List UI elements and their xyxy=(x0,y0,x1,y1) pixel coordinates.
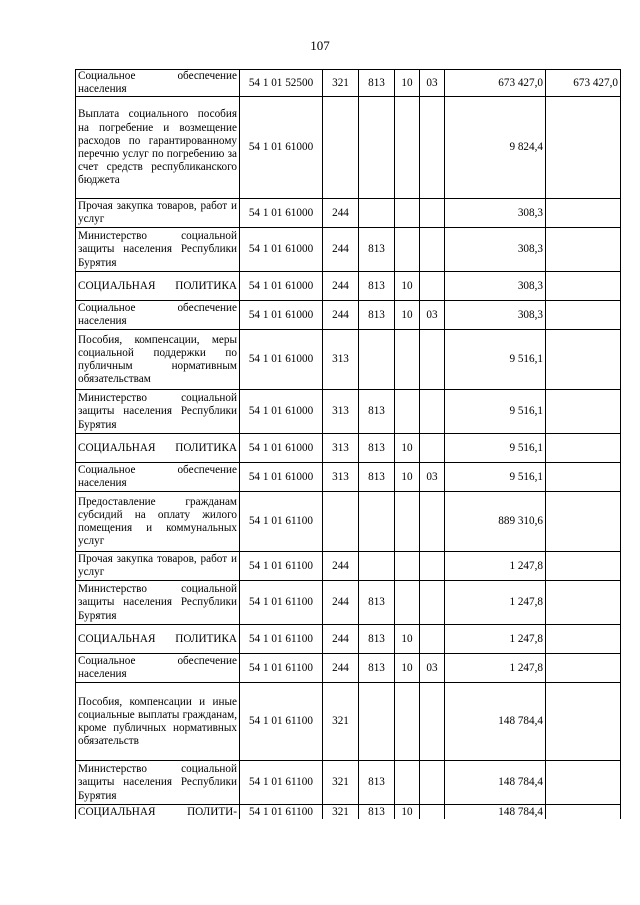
table-row xyxy=(76,199,621,228)
row-amount: 9 516,1 xyxy=(445,434,546,463)
table-row xyxy=(76,301,621,330)
row-pr xyxy=(420,552,445,581)
row-pr xyxy=(420,581,445,625)
table-row xyxy=(76,805,621,819)
row-csr: 54 1 01 61000 xyxy=(240,301,323,330)
row-rz: 10 xyxy=(395,805,420,819)
row-csr: 54 1 01 61100 xyxy=(240,805,323,819)
row-vr: 244 xyxy=(323,654,359,683)
row-csr: 54 1 01 61000 xyxy=(240,272,323,301)
row-csr: 54 1 01 61000 xyxy=(240,463,323,492)
row-vr: 313 xyxy=(323,463,359,492)
row-vr: 244 xyxy=(323,199,359,228)
row-amount: 148 784,4 xyxy=(445,761,546,805)
table-row xyxy=(76,683,621,761)
table-row xyxy=(76,228,621,272)
row-amount: 9 516,1 xyxy=(445,390,546,434)
row-pr: 03 xyxy=(420,654,445,683)
row-pr xyxy=(420,492,445,552)
row-rz xyxy=(395,581,420,625)
table-row xyxy=(76,654,621,683)
table-row xyxy=(76,272,621,301)
row-amount: 1 247,8 xyxy=(445,654,546,683)
row-amount-2 xyxy=(546,97,621,199)
row-pr xyxy=(420,199,445,228)
row-vr: 321 xyxy=(323,683,359,761)
row-csr: 54 1 01 61000 xyxy=(240,228,323,272)
row-csr: 54 1 01 61100 xyxy=(240,492,323,552)
row-grbs: 813 xyxy=(359,390,395,434)
row-amount: 1 247,8 xyxy=(445,552,546,581)
row-pr xyxy=(420,683,445,761)
row-pr: 03 xyxy=(420,301,445,330)
row-rz xyxy=(395,97,420,199)
row-amount-2 xyxy=(546,330,621,390)
row-amount-2 xyxy=(546,581,621,625)
row-name: Министерство социальной защиты населения Республики Бурятия xyxy=(76,581,240,625)
row-name: Пособия, компенсации, меры социальной поддержки по публичным нормативным обязательствам xyxy=(76,330,240,390)
row-amount-2 xyxy=(546,552,621,581)
row-name: Выплата социального пособия на погребение и возмещение расходов по гарантированному перечню услуг по погребению за счет средств республиканского бюджета xyxy=(76,97,240,199)
row-amount-2 xyxy=(546,761,621,805)
table-row xyxy=(76,761,621,805)
row-rz: 10 xyxy=(395,654,420,683)
row-amount-2 xyxy=(546,199,621,228)
row-name: Министерство социальной защиты населения Республики Бурятия xyxy=(76,228,240,272)
row-vr: 321 xyxy=(323,805,359,819)
row-csr: 54 1 01 52500 xyxy=(240,70,323,97)
row-grbs xyxy=(359,552,395,581)
row-amount-2 xyxy=(546,272,621,301)
row-amount-2: 673 427,0 xyxy=(546,70,621,97)
row-vr: 244 xyxy=(323,272,359,301)
row-pr xyxy=(420,434,445,463)
row-csr: 54 1 01 61100 xyxy=(240,581,323,625)
row-pr xyxy=(420,625,445,654)
row-amount-2 xyxy=(546,390,621,434)
row-name: Социальное обеспечение населения xyxy=(76,463,240,492)
row-amount: 9 516,1 xyxy=(445,330,546,390)
row-rz xyxy=(395,683,420,761)
row-grbs: 813 xyxy=(359,463,395,492)
row-grbs xyxy=(359,330,395,390)
budget-table xyxy=(75,69,621,819)
row-pr xyxy=(420,228,445,272)
row-grbs: 813 xyxy=(359,301,395,330)
row-name: Прочая закупка товаров, работ и услуг xyxy=(76,552,240,581)
row-name: СОЦИАЛЬНАЯ ПОЛИТИКА xyxy=(76,434,240,463)
row-grbs: 813 xyxy=(359,761,395,805)
row-name: Пособия, компенсации и иные социальные выплаты гражданам, кроме публичных нормативных обязательств xyxy=(76,683,240,761)
row-csr: 54 1 01 61100 xyxy=(240,625,323,654)
row-grbs xyxy=(359,199,395,228)
row-vr: 313 xyxy=(323,390,359,434)
row-pr xyxy=(420,761,445,805)
row-grbs xyxy=(359,492,395,552)
row-grbs xyxy=(359,683,395,761)
row-amount: 308,3 xyxy=(445,199,546,228)
row-rz xyxy=(395,761,420,805)
row-grbs: 813 xyxy=(359,272,395,301)
row-rz xyxy=(395,199,420,228)
row-amount-2 xyxy=(546,683,621,761)
row-grbs: 813 xyxy=(359,805,395,819)
row-amount: 1 247,8 xyxy=(445,581,546,625)
row-csr: 54 1 01 61000 xyxy=(240,97,323,199)
row-rz xyxy=(395,330,420,390)
row-csr: 54 1 01 61000 xyxy=(240,390,323,434)
row-vr: 244 xyxy=(323,552,359,581)
row-pr xyxy=(420,390,445,434)
row-name: Предоставление гражданам субсидий на оплату жилого помещения и коммунальных услуг xyxy=(76,492,240,552)
row-csr: 54 1 01 61100 xyxy=(240,683,323,761)
row-pr: 03 xyxy=(420,463,445,492)
row-rz: 10 xyxy=(395,463,420,492)
row-amount-2 xyxy=(546,654,621,683)
row-amount-2 xyxy=(546,301,621,330)
row-pr xyxy=(420,330,445,390)
row-rz: 10 xyxy=(395,434,420,463)
row-csr: 54 1 01 61100 xyxy=(240,552,323,581)
row-vr xyxy=(323,97,359,199)
row-rz xyxy=(395,390,420,434)
row-vr: 244 xyxy=(323,301,359,330)
row-pr xyxy=(420,272,445,301)
table-row xyxy=(76,330,621,390)
table-row xyxy=(76,552,621,581)
row-vr: 313 xyxy=(323,330,359,390)
row-amount-2 xyxy=(546,625,621,654)
row-name: СОЦИАЛЬНАЯ ПОЛИТИКА xyxy=(76,272,240,301)
row-csr: 54 1 01 61000 xyxy=(240,199,323,228)
row-csr: 54 1 01 61100 xyxy=(240,654,323,683)
row-name: Министерство социальной защиты населения Республики Бурятия xyxy=(76,761,240,805)
row-grbs: 813 xyxy=(359,625,395,654)
row-amount: 889 310,6 xyxy=(445,492,546,552)
row-amount-2 xyxy=(546,463,621,492)
row-rz: 10 xyxy=(395,272,420,301)
row-rz: 10 xyxy=(395,625,420,654)
row-amount-2 xyxy=(546,492,621,552)
row-name: Прочая закупка товаров, работ и услуг xyxy=(76,199,240,228)
row-vr: 321 xyxy=(323,70,359,97)
row-pr xyxy=(420,97,445,199)
row-amount: 9 824,4 xyxy=(445,97,546,199)
row-name: Социальное обеспечение населения xyxy=(76,70,240,97)
row-vr: 313 xyxy=(323,434,359,463)
row-name: СОЦИАЛЬНАЯ ПОЛИТИ- xyxy=(76,805,240,819)
table-row xyxy=(76,625,621,654)
row-rz xyxy=(395,492,420,552)
row-rz xyxy=(395,228,420,272)
row-amount: 308,3 xyxy=(445,272,546,301)
row-amount: 673 427,0 xyxy=(445,70,546,97)
row-amount: 308,3 xyxy=(445,228,546,272)
row-amount: 308,3 xyxy=(445,301,546,330)
row-amount: 148 784,4 xyxy=(445,683,546,761)
row-vr: 244 xyxy=(323,228,359,272)
row-grbs xyxy=(359,97,395,199)
row-vr: 244 xyxy=(323,581,359,625)
row-vr: 321 xyxy=(323,761,359,805)
table-row xyxy=(76,97,621,199)
row-name: СОЦИАЛЬНАЯ ПОЛИТИКА xyxy=(76,625,240,654)
row-grbs: 813 xyxy=(359,228,395,272)
row-grbs: 813 xyxy=(359,70,395,97)
row-vr: 244 xyxy=(323,625,359,654)
row-grbs: 813 xyxy=(359,654,395,683)
table-row xyxy=(76,581,621,625)
row-amount-2 xyxy=(546,805,621,819)
row-grbs: 813 xyxy=(359,581,395,625)
row-name: Социальное обеспечение населения xyxy=(76,654,240,683)
table-row xyxy=(76,434,621,463)
table-row xyxy=(76,463,621,492)
row-vr xyxy=(323,492,359,552)
row-amount-2 xyxy=(546,228,621,272)
row-csr: 54 1 01 61100 xyxy=(240,761,323,805)
row-pr xyxy=(420,805,445,819)
table-row xyxy=(76,70,621,97)
row-amount: 1 247,8 xyxy=(445,625,546,654)
table-row xyxy=(76,390,621,434)
row-amount: 148 784,4 xyxy=(445,805,546,819)
row-name: Социальное обеспечение населения xyxy=(76,301,240,330)
row-name: Министерство социальной защиты населения Республики Бурятия xyxy=(76,390,240,434)
row-rz: 10 xyxy=(395,70,420,97)
row-amount-2 xyxy=(546,434,621,463)
row-csr: 54 1 01 61000 xyxy=(240,330,323,390)
row-grbs: 813 xyxy=(359,434,395,463)
page-number: 107 xyxy=(310,38,330,53)
row-csr: 54 1 01 61000 xyxy=(240,434,323,463)
row-amount: 9 516,1 xyxy=(445,463,546,492)
row-pr: 03 xyxy=(420,70,445,97)
table-row xyxy=(76,492,621,552)
row-rz xyxy=(395,552,420,581)
row-rz: 10 xyxy=(395,301,420,330)
